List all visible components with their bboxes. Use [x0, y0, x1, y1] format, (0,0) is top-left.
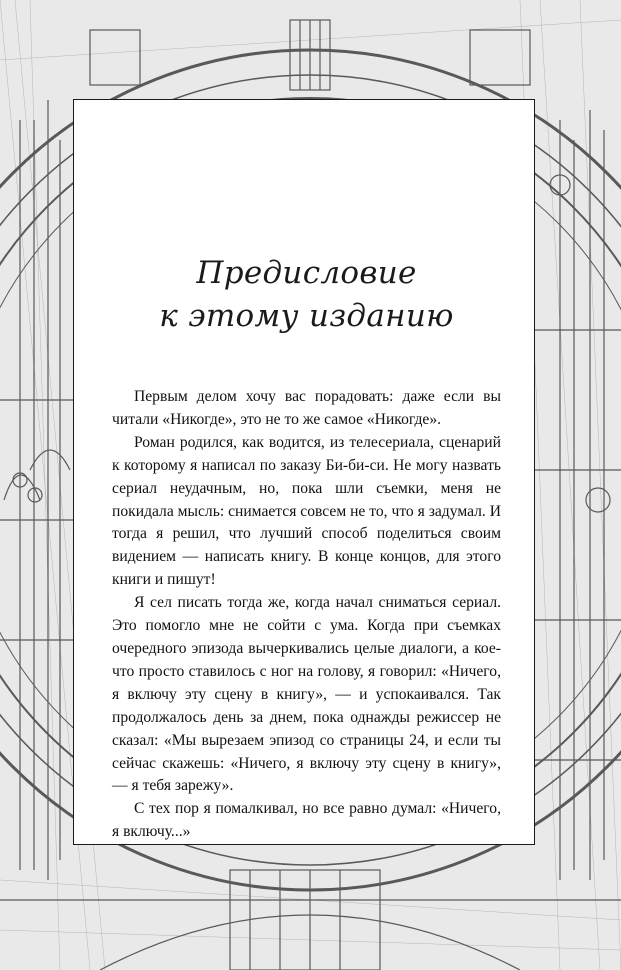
- paragraph: Я сел писать тогда же, когда начал сниматься сериал. Это помогло мне не сойти с ума. Когда при съемках очередного эпизода вычеркивались целые диалоги, а кое-что просто ставилось с ног на голову, я говорил: «Ничего, я включу эту сцену в книгу», — и успокаивался. Так продолжалось день за днем, пока однажды режиссер не сказал: «Мы вырезаем эпизод со страницы 24, и если ты сейчас скажешь: «Ничего, я включу эту сцену в книгу», — я тебя зарежу».: [112, 594, 501, 795]
- heading-line-2: к этому изданию: [159, 298, 454, 334]
- chapter-heading: [112, 252, 501, 338]
- heading-line-1: Предисловие: [196, 255, 417, 291]
- body-text: [112, 386, 501, 844]
- paragraph: Первым делом хочу вас порадовать: даже если вы читали «Никогде», это не то же самое «Никогде».: [112, 388, 501, 428]
- paragraph: С тех пор я помалкивал, но все равно думал: «Ничего, я включу...»: [112, 800, 501, 841]
- paragraph: Роман родился, как водится, из телесериала, сценарий к которому я написал по заказу Би-би-си. Не могу назвать сериал неудачным, но, пока шли съемки, меня не покидала мысль: снимается совсем не то, что я задумал. И тогда я решил, что лучший способ поделиться своим видением — написать книгу. В конце концов, для этого книги и пишут!: [112, 433, 501, 589]
- text-panel: [73, 99, 535, 845]
